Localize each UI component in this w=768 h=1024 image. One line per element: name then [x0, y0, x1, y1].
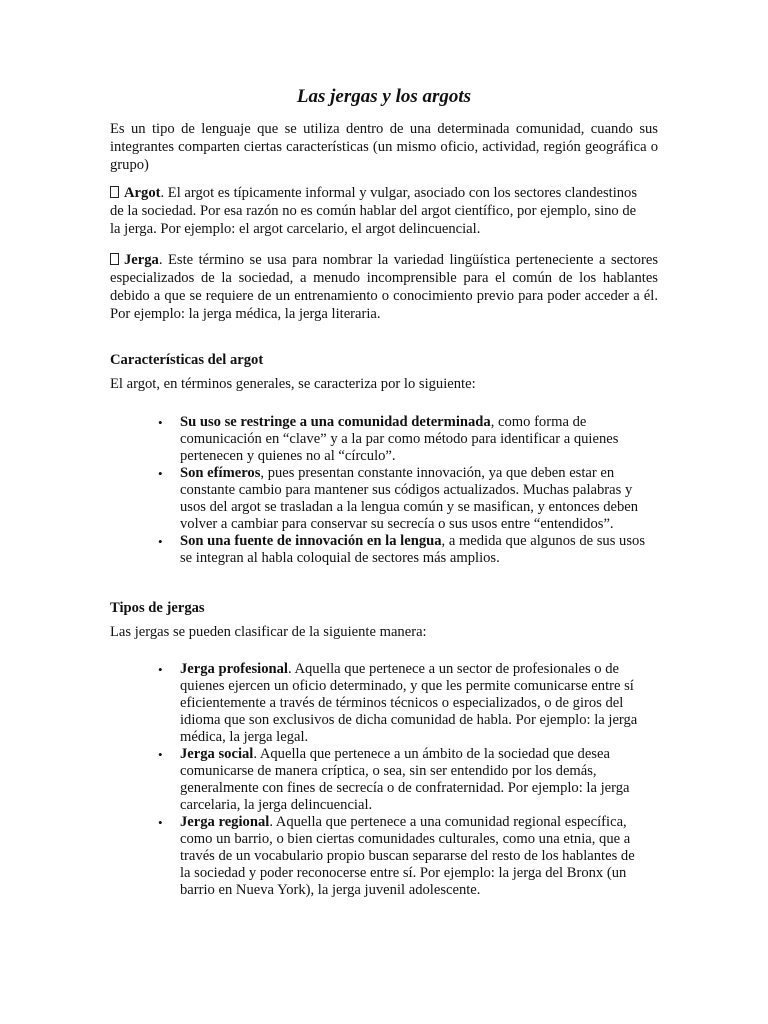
definition-text: . El argot es típicamente informal y vulgar, asociado con los sectores clandestinos de la sociedad. Por esa razón no es común hablar del argot científico, por ejemplo, sino de la jerga. Por ejemplo: el argot carcelario, el argot delincuencial.: [110, 185, 638, 237]
bullet-icon: •: [158, 662, 163, 677]
list-item: [158, 746, 648, 814]
bullet-icon: •: [158, 747, 163, 762]
definition-term: Jerga: [124, 252, 159, 268]
item-text: . Aquella que pertenece a una comunidad regional específica, como un barrio, o bien ciertas comunidades culturales, como una etnia, que a través de un vocabulario propio buscan separarse del resto de los hablantes de la sociedad y poder reconocerse entre sí. Por ejemplo: la jerga del Bronx (un barrio en Nueva York), la jerga juvenil adolescente.: [180, 814, 635, 898]
list-item: [158, 465, 648, 533]
jerga-types-list: [158, 661, 648, 899]
item-text: , pues presentan constante innovación, ya que deben estar en constante cambio para mantener sus códigos actualizados. Muchas palabras y usos del argot se trasladan a la lengua común y se masifican, y entonces deben volver a cambiar para conservar su secrecía o sus usos entre “entendidos”.: [180, 465, 639, 532]
list-item: [158, 814, 648, 899]
item-text: , a medida que algunos de sus usos se integran al habla coloquial de sectores más amplios.: [180, 533, 646, 566]
item-bold: Su uso se restringe a una comunidad determinada: [180, 414, 491, 430]
item-text: . Aquella que pertenece a un ámbito de la sociedad que desea comunicarse de manera críptica, o sea, sin ser entendido por los demás, generalmente con fines de secrecía o de confraternidad. Por ejemplo: la jerga carcelaria, la jerga delincuencial.: [180, 746, 630, 813]
section-lead-jergas: Las jergas se pueden clasificar de la siguiente manera:: [110, 624, 427, 640]
bullet-icon: •: [158, 466, 163, 481]
definition-jerga: [110, 251, 658, 323]
item-text: . Aquella que pertenece a un sector de profesionales o de quienes ejercen un oficio determinado, y que les permite comunicarse entre sí eficientemente a través de términos técnicos o especializados, o de giros del idioma que son exclusivos de dicha comunidad de habla. Por ejemplo: la jerga médica, la jerga legal.: [180, 661, 638, 745]
item-bold: Jerga social: [180, 746, 254, 762]
section-lead-argot: El argot, en términos generales, se caracteriza por lo siguiente:: [110, 376, 476, 392]
item-bold: Son una fuente de innovación en la lengua: [180, 533, 442, 549]
argot-characteristics-list: [158, 414, 648, 567]
bullet-icon: •: [158, 534, 163, 549]
item-text: , como forma de comunicación en “clave” y a la par como método para identificar a quienes pertenecen y quienes no al “círculo”.: [180, 414, 619, 464]
list-item: [158, 414, 648, 465]
list-item: [158, 533, 648, 567]
intro-paragraph: Es un tipo de lenguaje que se utiliza dentro de una determinada comunidad, cuando sus integrantes comparten ciertas características (un mismo oficio, actividad, región geográfica o grupo): [110, 121, 658, 173]
checkbox-glyph-icon: [110, 253, 119, 265]
definition-term: Argot: [124, 185, 161, 201]
list-item: [158, 661, 648, 746]
definition-text: . Este término se usa para nombrar la variedad lingüística perteneciente a sectores especializados de la sociedad, a menudo incomprensible para el común de los hablantes debido a que se requiere de un entrenamiento o conocimiento previo para poder acceder a él. Por ejemplo: la jerga médica, la jerga literaria.: [110, 252, 658, 322]
item-bold: Jerga regional: [180, 814, 270, 830]
definition-argot: [110, 184, 650, 238]
checkbox-glyph-icon: [110, 186, 119, 198]
item-bold: Jerga profesional: [180, 661, 288, 677]
bullet-icon: •: [158, 415, 163, 430]
bullet-icon: •: [158, 815, 163, 830]
document-title: Las jergas y los argots: [296, 86, 472, 107]
item-bold: Son efímeros: [180, 465, 261, 481]
section-heading-jergas: Tipos de jergas: [110, 600, 205, 616]
section-heading-argot: Características del argot: [110, 352, 264, 368]
